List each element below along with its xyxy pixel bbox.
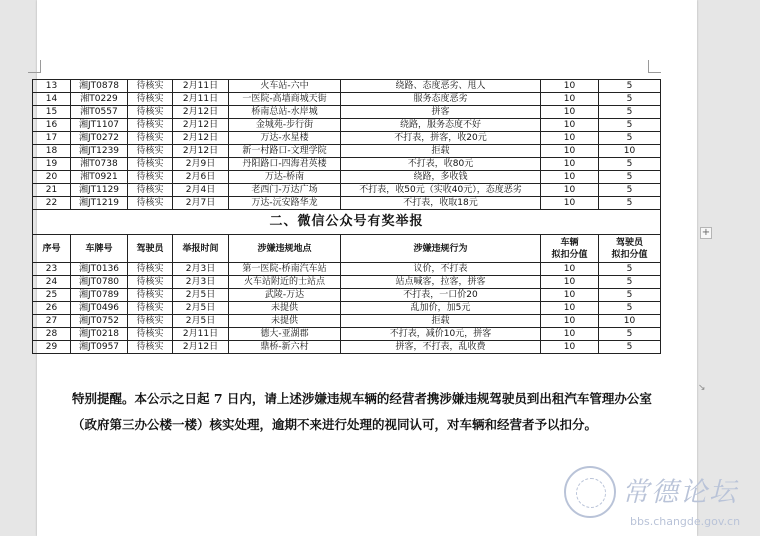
cell-drv: 5 bbox=[599, 276, 661, 289]
cell-drv: 10 bbox=[599, 145, 661, 158]
table-resize-handle[interactable]: ↘ bbox=[698, 383, 706, 393]
section-title: 二、微信公众号有奖举报 bbox=[33, 210, 661, 235]
cell-no: 16 bbox=[33, 119, 71, 132]
cell-cat: 待核实 bbox=[128, 106, 173, 119]
table-body-top bbox=[33, 80, 661, 210]
table-row bbox=[33, 171, 661, 184]
cell-behavior: 拒载 bbox=[341, 315, 541, 328]
cell-cat: 待核实 bbox=[128, 171, 173, 184]
cell-date: 2月3日 bbox=[173, 263, 229, 276]
cell-date: 2月11日 bbox=[173, 80, 229, 93]
table-row bbox=[33, 289, 661, 302]
cell-cat: 待核实 bbox=[128, 315, 173, 328]
forum-seal-inner bbox=[576, 478, 606, 508]
table-row bbox=[33, 197, 661, 210]
header-driver-points bbox=[599, 235, 661, 263]
cell-behavior: 议价，不打表 bbox=[341, 263, 541, 276]
cell-no: 29 bbox=[33, 341, 71, 354]
cell-place: 未提供 bbox=[229, 315, 341, 328]
cell-no: 14 bbox=[33, 93, 71, 106]
page-corner-mark-right bbox=[648, 60, 661, 73]
cell-veh: 10 bbox=[541, 80, 599, 93]
cell-no: 17 bbox=[33, 132, 71, 145]
cell-behavior: 服务态度恶劣 bbox=[341, 93, 541, 106]
cell-date: 2月3日 bbox=[173, 276, 229, 289]
cell-drv: 5 bbox=[599, 80, 661, 93]
cell-veh: 10 bbox=[541, 315, 599, 328]
cell-place: 丹阳路口-四海君英楼 bbox=[229, 158, 341, 171]
header-place: 涉嫌违规地点 bbox=[229, 235, 341, 263]
cell-plate: 湘JT1219 bbox=[71, 197, 128, 210]
cell-no: 19 bbox=[33, 158, 71, 171]
cell-behavior: 绕路，服务态度不好 bbox=[341, 119, 541, 132]
cell-veh: 10 bbox=[541, 184, 599, 197]
cell-behavior: 不打表，一口价20 bbox=[341, 289, 541, 302]
cell-no: 18 bbox=[33, 145, 71, 158]
table-row bbox=[33, 302, 661, 315]
cell-drv: 5 bbox=[599, 341, 661, 354]
cell-veh: 10 bbox=[541, 263, 599, 276]
table-row bbox=[33, 119, 661, 132]
cell-date: 2月5日 bbox=[173, 289, 229, 302]
cell-plate: 湘JT0496 bbox=[71, 302, 128, 315]
cell-place: 老西门-万达广场 bbox=[229, 184, 341, 197]
cell-behavior: 拼客，不打表，乱收费 bbox=[341, 341, 541, 354]
table-row bbox=[33, 276, 661, 289]
cell-place: 火车站附近的士站点 bbox=[229, 276, 341, 289]
cell-drv: 5 bbox=[599, 119, 661, 132]
cell-no: 13 bbox=[33, 80, 71, 93]
cell-place: 未提供 bbox=[229, 302, 341, 315]
cell-cat: 待核实 bbox=[128, 302, 173, 315]
cell-date: 2月9日 bbox=[173, 158, 229, 171]
cell-no: 23 bbox=[33, 263, 71, 276]
watermark-url: bbs.changde.gov.cn bbox=[630, 515, 741, 528]
cell-plate: 湘JT1107 bbox=[71, 119, 128, 132]
table-row bbox=[33, 328, 661, 341]
cell-place: 火车站-六中 bbox=[229, 80, 341, 93]
cell-date: 2月5日 bbox=[173, 302, 229, 315]
cell-behavior: 拒载 bbox=[341, 145, 541, 158]
cell-date: 2月12日 bbox=[173, 341, 229, 354]
cell-date: 2月12日 bbox=[173, 132, 229, 145]
cell-behavior: 乱加价，加5元 bbox=[341, 302, 541, 315]
cell-behavior: 不打表，收80元 bbox=[341, 158, 541, 171]
cell-no: 15 bbox=[33, 106, 71, 119]
cell-veh: 10 bbox=[541, 106, 599, 119]
table-row bbox=[33, 158, 661, 171]
cell-drv: 5 bbox=[599, 158, 661, 171]
header-no: 序号 bbox=[33, 235, 71, 263]
cell-cat: 待核实 bbox=[128, 145, 173, 158]
header-date: 举报时间 bbox=[173, 235, 229, 263]
cell-veh: 10 bbox=[541, 145, 599, 158]
cell-veh: 10 bbox=[541, 289, 599, 302]
cell-plate: 湘JT0272 bbox=[71, 132, 128, 145]
cell-drv: 10 bbox=[599, 315, 661, 328]
cell-cat: 待核实 bbox=[128, 289, 173, 302]
header-driver: 驾驶员 bbox=[128, 235, 173, 263]
forum-watermark bbox=[560, 466, 760, 536]
cell-date: 2月12日 bbox=[173, 119, 229, 132]
cell-drv: 5 bbox=[599, 184, 661, 197]
cell-no: 27 bbox=[33, 315, 71, 328]
cell-behavior: 拼客 bbox=[341, 106, 541, 119]
cell-veh: 10 bbox=[541, 197, 599, 210]
cell-behavior: 绕路、态度恶劣、甩人 bbox=[341, 80, 541, 93]
cell-drv: 5 bbox=[599, 132, 661, 145]
cell-no: 20 bbox=[33, 171, 71, 184]
header-vehicle-points bbox=[541, 235, 599, 263]
cell-cat: 待核实 bbox=[128, 158, 173, 171]
cell-plate: 湘JT1239 bbox=[71, 145, 128, 158]
page-corner-mark-left bbox=[28, 60, 41, 73]
header-plate: 车牌号 bbox=[71, 235, 128, 263]
header-behavior: 涉嫌违规行为 bbox=[341, 235, 541, 263]
cell-veh: 10 bbox=[541, 328, 599, 341]
cell-date: 2月4日 bbox=[173, 184, 229, 197]
cell-behavior: 不打表，减价10元，拼客 bbox=[341, 328, 541, 341]
cell-behavior: 绕路，多收钱 bbox=[341, 171, 541, 184]
cell-place: 德大-亚湖郡 bbox=[229, 328, 341, 341]
forum-seal-logo bbox=[564, 466, 616, 518]
section-row-group bbox=[33, 210, 661, 263]
table-row bbox=[33, 315, 661, 328]
cell-drv: 5 bbox=[599, 263, 661, 276]
cell-plate: 湘JT0752 bbox=[71, 315, 128, 328]
cell-date: 2月11日 bbox=[173, 328, 229, 341]
cell-veh: 10 bbox=[541, 119, 599, 132]
header-driver-points-l2: 拟扣分值 bbox=[611, 249, 648, 260]
cell-place: 万达-桥南 bbox=[229, 171, 341, 184]
cell-date: 2月7日 bbox=[173, 197, 229, 210]
cell-cat: 待核实 bbox=[128, 132, 173, 145]
cell-veh: 10 bbox=[541, 341, 599, 354]
cell-no: 25 bbox=[33, 289, 71, 302]
cell-veh: 10 bbox=[541, 93, 599, 106]
table-row bbox=[33, 145, 661, 158]
cell-place: 万达-沅安路华龙 bbox=[229, 197, 341, 210]
cell-veh: 10 bbox=[541, 158, 599, 171]
table-row bbox=[33, 132, 661, 145]
cell-cat: 待核实 bbox=[128, 328, 173, 341]
cell-veh: 10 bbox=[541, 171, 599, 184]
cell-cat: 待核实 bbox=[128, 184, 173, 197]
table-body-bottom bbox=[33, 263, 661, 354]
cell-place: 第一医院-桥南汽车站 bbox=[229, 263, 341, 276]
table-row bbox=[33, 341, 661, 354]
add-column-button[interactable]: + bbox=[701, 227, 711, 238]
cell-plate: 湘T0229 bbox=[71, 93, 128, 106]
special-reminder-paragraph: 特别提醒。本公示之日起 7 日内，请上述涉嫌违规车辆的经营者携涉嫌违规驾驶员到出租汽车管理办公室（政府第三办公楼一楼）核实处理，逾期不来进行处理的视同认可，对车辆和经营者予以扣分。 bbox=[72, 391, 652, 432]
cell-cat: 待核实 bbox=[128, 93, 173, 106]
cell-place: 新一村路口-文理学院 bbox=[229, 145, 341, 158]
header-driver-points-l1: 驾驶员 bbox=[615, 237, 643, 248]
cell-behavior: 站点喊客，拉客，拼客 bbox=[341, 276, 541, 289]
cell-place: 一医院-高墙商城天街 bbox=[229, 93, 341, 106]
table-row bbox=[33, 93, 661, 106]
cell-date: 2月12日 bbox=[173, 145, 229, 158]
cell-plate: 湘JT0789 bbox=[71, 289, 128, 302]
cell-plate: 湘JT1129 bbox=[71, 184, 128, 197]
cell-cat: 待核实 bbox=[128, 276, 173, 289]
cell-date: 2月6日 bbox=[173, 171, 229, 184]
cell-no: 24 bbox=[33, 276, 71, 289]
cell-veh: 10 bbox=[541, 302, 599, 315]
cell-plate: 湘T0921 bbox=[71, 171, 128, 184]
cell-drv: 5 bbox=[599, 171, 661, 184]
cell-cat: 待核实 bbox=[128, 80, 173, 93]
cell-place: 万达-水星楼 bbox=[229, 132, 341, 145]
violations-table bbox=[32, 79, 661, 354]
cell-drv: 5 bbox=[599, 197, 661, 210]
cell-drv: 5 bbox=[599, 302, 661, 315]
cell-drv: 5 bbox=[599, 93, 661, 106]
cell-cat: 待核实 bbox=[128, 197, 173, 210]
cell-behavior: 不打表，拼客，收20元 bbox=[341, 132, 541, 145]
cell-no: 28 bbox=[33, 328, 71, 341]
cell-place: 桥南总站-水岸城 bbox=[229, 106, 341, 119]
cell-cat: 待核实 bbox=[128, 263, 173, 276]
header-vehicle-points-l2: 拟扣分值 bbox=[551, 249, 588, 260]
cell-veh: 10 bbox=[541, 132, 599, 145]
cell-plate: 湘JT0218 bbox=[71, 328, 128, 341]
table-row bbox=[33, 263, 661, 276]
cell-cat: 待核实 bbox=[128, 119, 173, 132]
cell-date: 2月5日 bbox=[173, 315, 229, 328]
cell-place: 金城苑-步行街 bbox=[229, 119, 341, 132]
cell-no: 21 bbox=[33, 184, 71, 197]
section-title-row bbox=[33, 210, 661, 235]
cell-plate: 湘T0557 bbox=[71, 106, 128, 119]
cell-date: 2月11日 bbox=[173, 93, 229, 106]
cell-no: 22 bbox=[33, 197, 71, 210]
cell-no: 26 bbox=[33, 302, 71, 315]
header-row bbox=[33, 235, 661, 263]
cell-drv: 5 bbox=[599, 328, 661, 341]
cell-behavior: 不打表，收取18元 bbox=[341, 197, 541, 210]
cell-drv: 5 bbox=[599, 289, 661, 302]
cell-plate: 湘JT0957 bbox=[71, 341, 128, 354]
table-row bbox=[33, 80, 661, 93]
cell-cat: 待核实 bbox=[128, 341, 173, 354]
cell-plate: 湘T0738 bbox=[71, 158, 128, 171]
cell-behavior: 不打表，收50元（实收40元），态度恶劣 bbox=[341, 184, 541, 197]
header-vehicle-points-l1: 车辆 bbox=[560, 237, 579, 248]
cell-plate: 湘JT0136 bbox=[71, 263, 128, 276]
cell-plate: 湘JT0780 bbox=[71, 276, 128, 289]
table-row bbox=[33, 184, 661, 197]
cell-date: 2月12日 bbox=[173, 106, 229, 119]
watermark-title: 常德论坛 bbox=[622, 477, 738, 508]
cell-plate: 湘JT0878 bbox=[71, 80, 128, 93]
cell-veh: 10 bbox=[541, 276, 599, 289]
table-row bbox=[33, 106, 661, 119]
cell-place: 鼎桥-新六村 bbox=[229, 341, 341, 354]
cell-drv: 5 bbox=[599, 106, 661, 119]
cell-place: 武陵-万达 bbox=[229, 289, 341, 302]
